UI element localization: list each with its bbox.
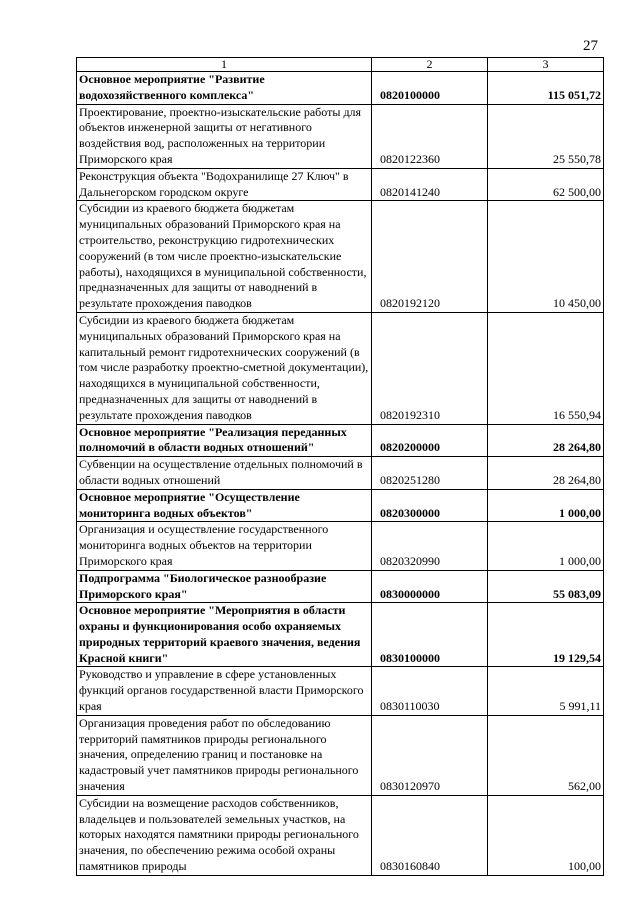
table-header-row (77, 58, 604, 72)
row-name-cell: Проектирование, проектно-изыскательские работы для объектов инженерной защиты от негативного воздействия вод, расположенных на территории Приморского края (77, 104, 372, 168)
row-amount-cell: 100,00 (488, 795, 604, 875)
row-amount-cell: 28 264,80 (488, 424, 604, 457)
row-name-cell: Подпрограмма "Биологическое разнообразие Приморского края" (77, 570, 372, 603)
table-row (77, 201, 604, 313)
row-name-cell: Основное мероприятие "Реализация переданных полномочий в области водных отношений" (77, 424, 372, 457)
row-name-cell: Субсидии из краевого бюджета бюджетам муниципальных образований Приморского края на строительство, реконструкцию гидротехнических сооружений (в том числе проектно-изыскательские работы), находящихся в муниципальной собственности, предназначенных для защиты от наводнений в результате прохождения паводков (77, 201, 372, 313)
row-name-cell: Организация проведения работ по обследованию территорий памятников природы регионального значения, определению границ и постановке на кадастровый учет памятников природы регионального значения (77, 715, 372, 795)
row-code-cell: 0830110030 (372, 667, 488, 715)
row-amount-cell: 28 264,80 (488, 457, 604, 490)
row-code-cell: 0820141240 (372, 168, 488, 201)
row-amount-cell: 5 991,11 (488, 667, 604, 715)
row-code-cell: 0820192120 (372, 201, 488, 313)
table-row (77, 603, 604, 667)
row-amount-cell: 25 550,78 (488, 104, 604, 168)
row-amount-cell: 1 000,00 (488, 522, 604, 570)
table-row (77, 570, 604, 603)
row-code-cell: 0820122360 (372, 104, 488, 168)
table-row (77, 312, 604, 424)
row-name-cell: Реконструкция объекта "Водохранилище 27 Ключ" в Дальнегорском городском округе (77, 168, 372, 201)
table-row (77, 104, 604, 168)
row-name-cell: Основное мероприятие "Осуществление мониторинга водных объектов" (77, 489, 372, 522)
table-row (77, 795, 604, 875)
row-code-cell: 0830100000 (372, 603, 488, 667)
row-name-cell: Основное мероприятие "Мероприятия в области охраны и функционирования особо охраняемых природных территорий краевого значения, ведения Красной книги" (77, 603, 372, 667)
row-name-cell: Руководство и управление в сфере установленных функций органов государственной власти Приморского края (77, 667, 372, 715)
row-amount-cell: 10 450,00 (488, 201, 604, 313)
row-code-cell: 0820100000 (372, 72, 488, 105)
row-amount-cell: 16 550,94 (488, 312, 604, 424)
row-amount-cell: 1 000,00 (488, 489, 604, 522)
table-row (77, 715, 604, 795)
row-amount-cell: 19 129,54 (488, 603, 604, 667)
column-header-1: 1 (77, 58, 372, 72)
budget-table (76, 57, 604, 876)
table-row (77, 72, 604, 105)
row-amount-cell: 562,00 (488, 715, 604, 795)
table-row (77, 667, 604, 715)
page-number: 27 (583, 38, 598, 54)
row-name-cell: Субсидии на возмещение расходов собственников, владельцев и пользователей земельных участков, на которых находятся памятники природы регионального значения, по обеспечению режима особой охраны памятников природы (77, 795, 372, 875)
row-code-cell: 0830000000 (372, 570, 488, 603)
row-code-cell: 0830120970 (372, 715, 488, 795)
row-amount-cell: 115 051,72 (488, 72, 604, 105)
row-code-cell: 0820320990 (372, 522, 488, 570)
row-name-cell: Организация и осуществление государственного мониторинга водных объектов на территории Приморского края (77, 522, 372, 570)
row-amount-cell: 62 500,00 (488, 168, 604, 201)
column-header-2: 2 (372, 58, 488, 72)
row-code-cell: 0820300000 (372, 489, 488, 522)
table-row (77, 168, 604, 201)
row-code-cell: 0830160840 (372, 795, 488, 875)
row-name-cell: Субсидии из краевого бюджета бюджетам муниципальных образований Приморского края на капитальный ремонт гидротехнических сооружений (в том числе разработку проектно-сметной документации), находящихся в муниципальной собственности, предназначенных для защиты от наводнений в результате прохождения паводков (77, 312, 372, 424)
table-row (77, 457, 604, 490)
row-name-cell: Основное мероприятие "Развитие водохозяйственного комплекса" (77, 72, 372, 105)
row-name-cell: Субвенции на осуществление отдельных полномочий в области водных отношений (77, 457, 372, 490)
row-code-cell: 0820192310 (372, 312, 488, 424)
table-row (77, 489, 604, 522)
table-row (77, 424, 604, 457)
table-row (77, 522, 604, 570)
row-code-cell: 0820200000 (372, 424, 488, 457)
row-amount-cell: 55 083,09 (488, 570, 604, 603)
column-header-3: 3 (488, 58, 604, 72)
row-code-cell: 0820251280 (372, 457, 488, 490)
